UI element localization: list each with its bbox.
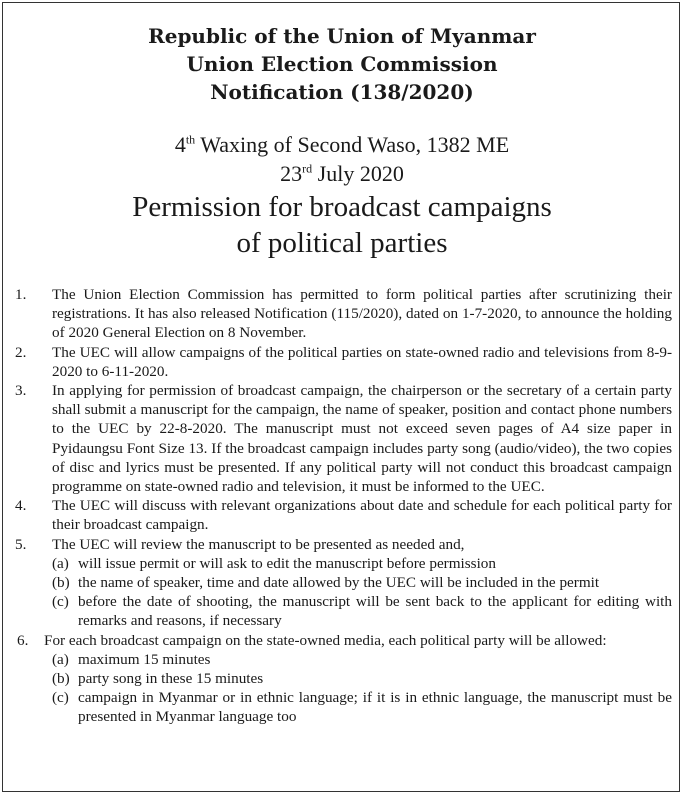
- sub-item: [44, 688, 672, 726]
- sub-item-label: (b): [52, 574, 70, 592]
- notice-body: [0, 285, 684, 727]
- sub-item-text: maximum 15 minutes: [78, 650, 211, 668]
- item-number: 4.: [15, 497, 27, 515]
- sub-item: [52, 573, 672, 592]
- item-number: 3.: [15, 382, 27, 400]
- item-text: The UEC will discuss with relevant organizations about date and schedule for each political party for their broadcast campaign.: [52, 497, 672, 534]
- sub-item: [44, 650, 672, 669]
- sub-item: [52, 592, 672, 630]
- gregorian-date: 23rd July 2020: [280, 161, 404, 186]
- myanmar-date: 4th Waxing of Second Waso, 1382 ME: [174, 132, 510, 157]
- header-notification-number: Notification (138/2020): [210, 80, 474, 104]
- item-text: The UEC will allow campaigns of the political parties on state-owned radio and televisions from 8-9-2020 to 6-11-2020.: [52, 343, 672, 380]
- list-item: [0, 535, 684, 631]
- header-organization: Union Election Commission: [186, 52, 498, 76]
- item-text: The UEC will review the manuscript to be presented as needed and,: [52, 535, 465, 553]
- sub-item-label: (c): [52, 689, 69, 707]
- list-item: [0, 285, 684, 343]
- list-item: [0, 631, 684, 727]
- sub-item-text: the name of speaker, time and date allowed by the UEC will be included in the permit: [78, 574, 600, 592]
- sub-item-text: campaign in Myanmar or in ethnic language; if it is in ethnic language, the manuscript must be presented in Myanmar language too: [78, 689, 672, 726]
- sub-item: [44, 669, 672, 688]
- sub-item-label: (b): [52, 670, 70, 688]
- sub-item-text: will issue permit or will ask to edit the manuscript before permission: [78, 554, 496, 572]
- list-item: [0, 496, 684, 534]
- notice-title-line-2: of political parties: [236, 227, 448, 259]
- item-text: The Union Election Commission has permitted to form political parties after scrutinizing their registrations. It has also released Notification (115/2020), dated on 1-7-2020, to announce the holding of 2020 General Election on 8 November.: [52, 286, 672, 342]
- sub-item-label: (a): [52, 554, 69, 572]
- sub-item-text: before the date of shooting, the manuscript will be sent back to the applicant for editing with remarks and reasons, if necessary: [78, 593, 672, 630]
- item-number: 2.: [15, 343, 27, 361]
- sub-item: [52, 554, 672, 573]
- item-text: In applying for permission of broadcast campaign, the chairperson or the secretary of a certain party shall submit a manuscript for the campaign, the name of speaker, position and contact phone numbers to the UEC by 22-8-2020. The manuscript must not exceed seven pages of A4 size paper in Pyidaungsu Font Size 13. If the broadcast campaign includes party song (audio/video), the two copies of disc and lyrics must be presented. If any political party will not conduct this broadcast campaign programme on state-owned radio and television, it must be informed to the UEC.: [52, 382, 672, 496]
- sub-item-text: party song in these 15 minutes: [78, 670, 264, 688]
- item-number: 5.: [15, 535, 27, 553]
- sub-item-label: (a): [52, 650, 69, 668]
- item-text: For each broadcast campaign on the state-owned media, each political party will be allowed:: [44, 631, 607, 649]
- sub-item-label: (c): [52, 593, 69, 611]
- header-country: Republic of the Union of Myanmar: [148, 24, 536, 48]
- notice-title-line-1: Permission for broadcast campaigns: [132, 191, 552, 223]
- item-number: 1.: [15, 286, 27, 303]
- list-item: [0, 343, 684, 381]
- list-item: [0, 381, 684, 496]
- item-number: 6.: [17, 631, 29, 649]
